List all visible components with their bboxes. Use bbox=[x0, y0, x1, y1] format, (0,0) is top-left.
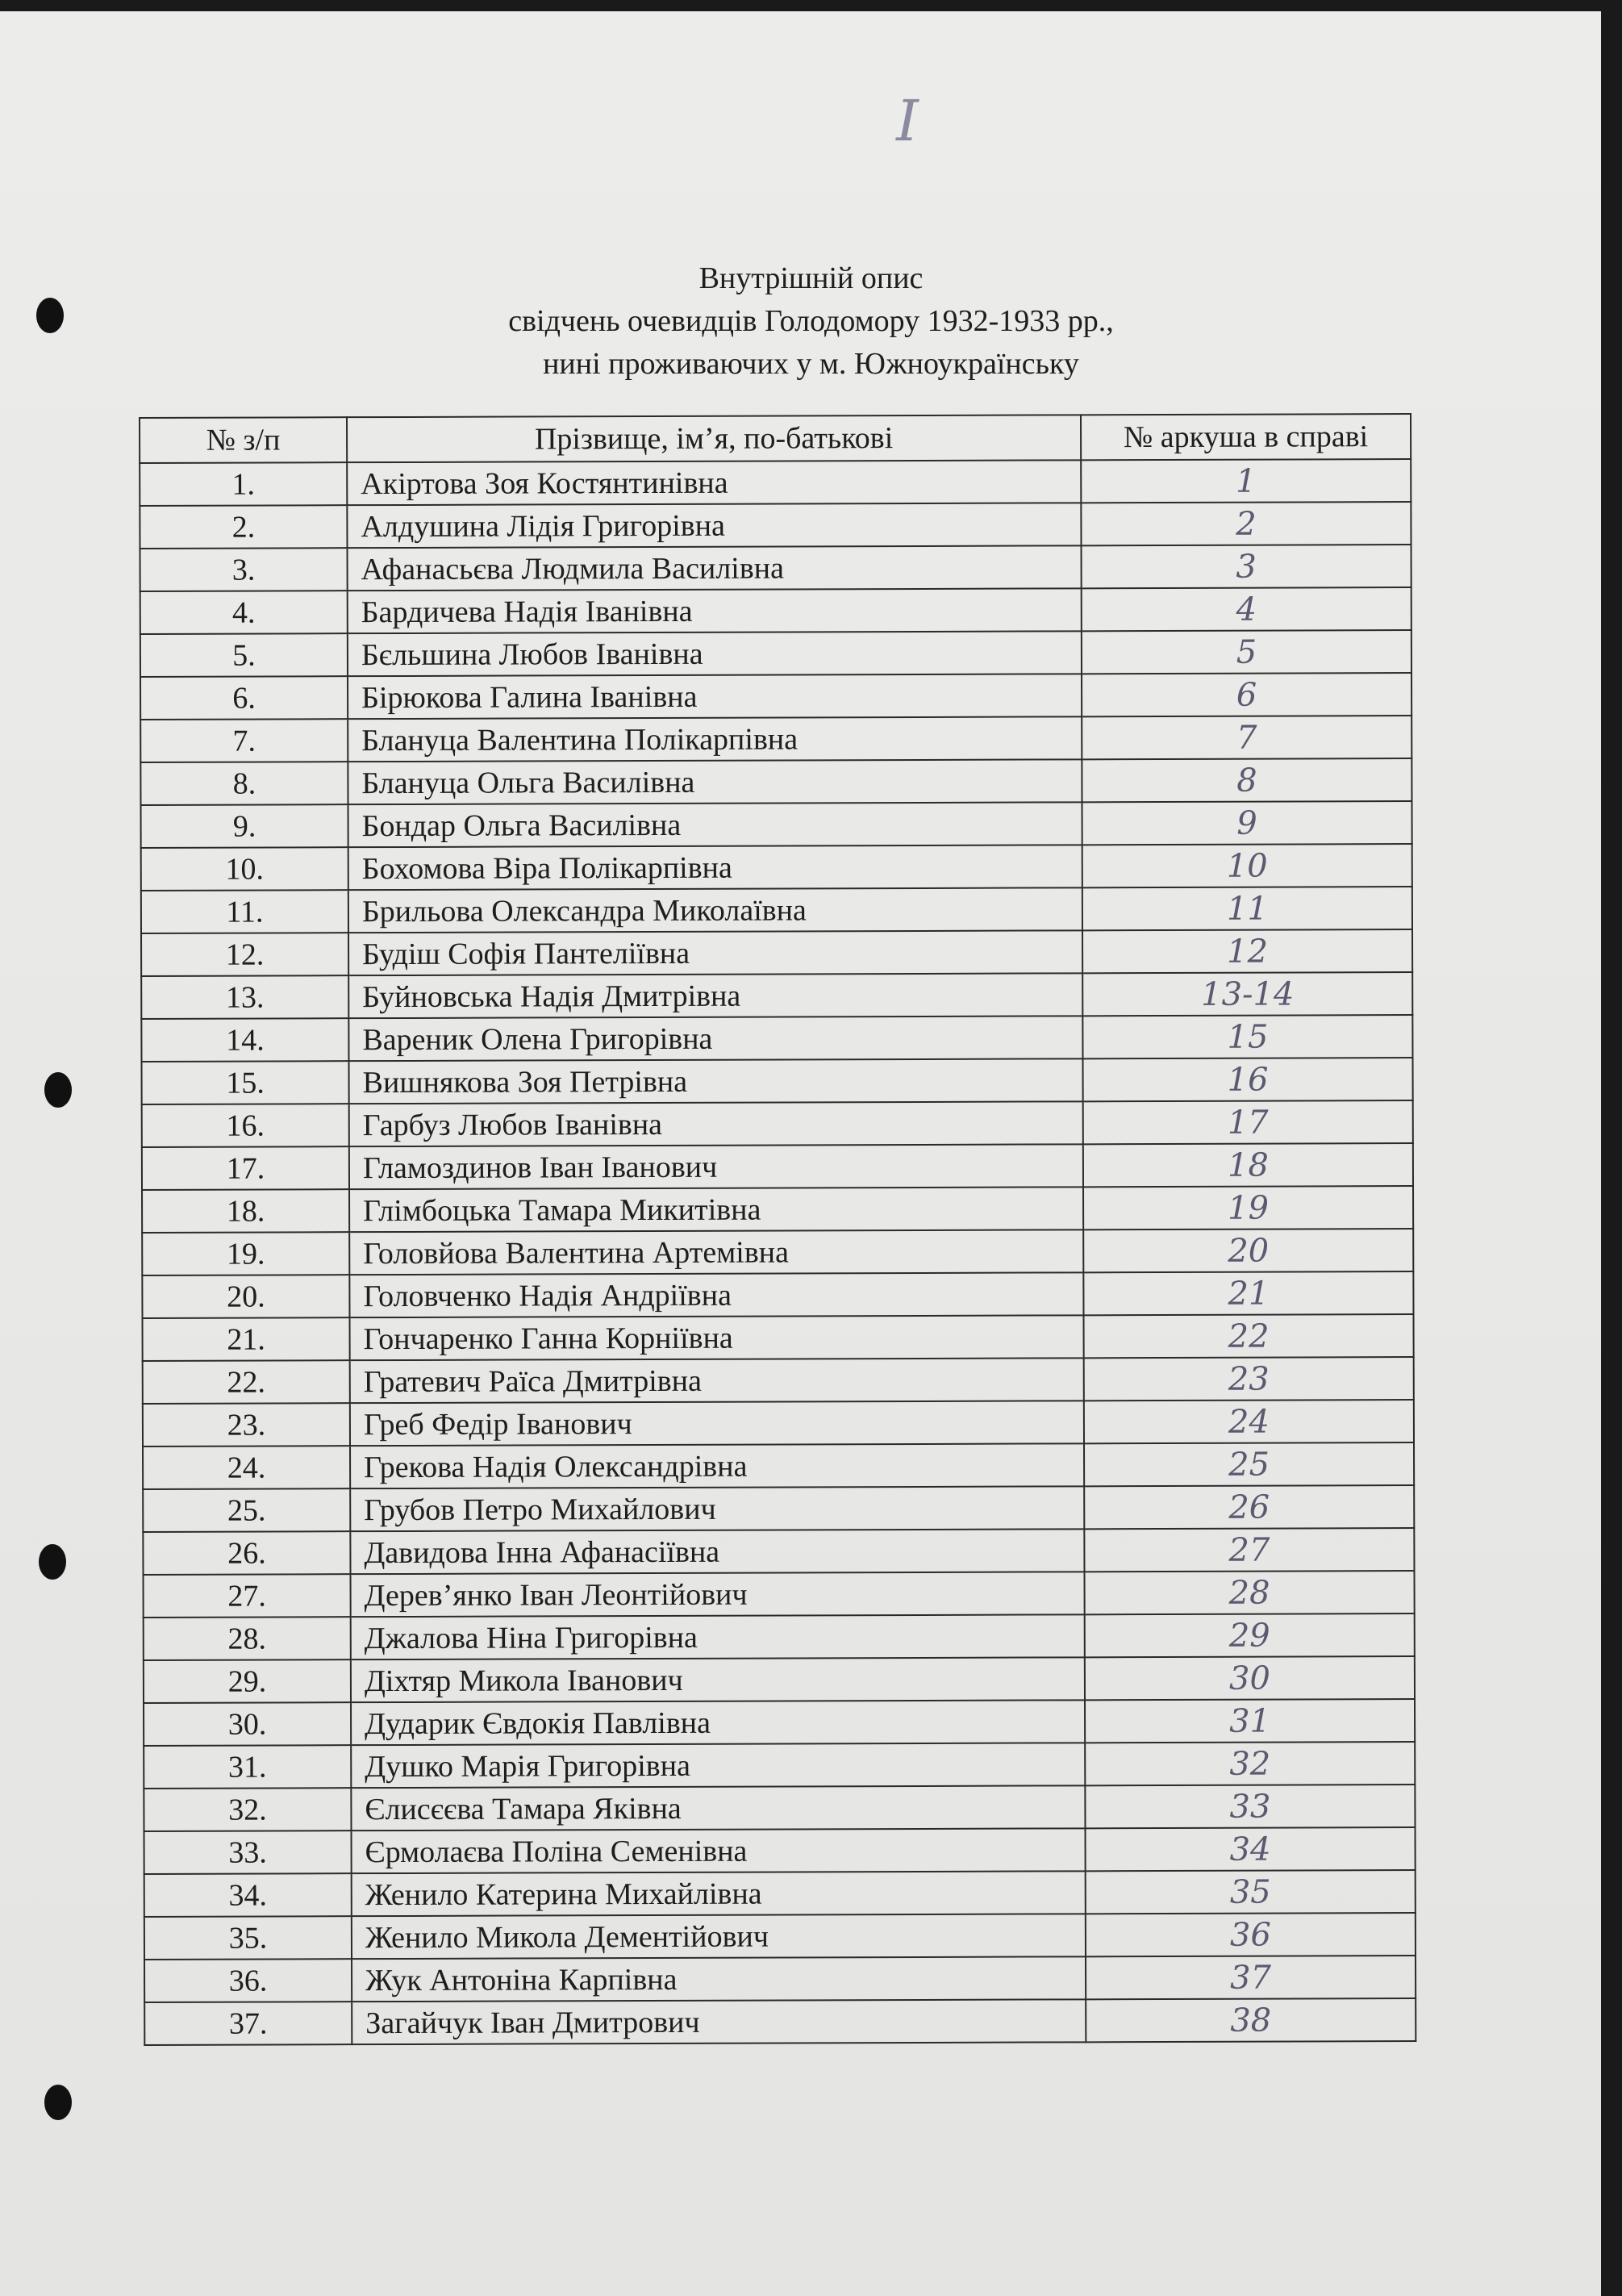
table-row bbox=[141, 972, 1412, 1019]
table-row bbox=[144, 1998, 1416, 2045]
punch-hole bbox=[44, 1072, 72, 1108]
row-full-name: Душко Марія Григорівна bbox=[351, 1743, 1085, 1788]
table-row bbox=[142, 1271, 1413, 1318]
row-sheet-number: 19 bbox=[1083, 1186, 1413, 1229]
row-sheet-number: 7 bbox=[1082, 716, 1411, 759]
row-full-name: Гратевич Раїса Дмитрівна bbox=[350, 1358, 1084, 1403]
row-number: 22. bbox=[143, 1360, 350, 1404]
header-number: № з/п bbox=[140, 417, 347, 463]
row-sheet-number: 28 bbox=[1085, 1571, 1415, 1614]
row-full-name: Афанасьєва Людмила Василівна bbox=[348, 545, 1082, 591]
row-full-name: Акіртова Зоя Костянтинівна bbox=[347, 460, 1081, 505]
row-full-name: Вареник Олена Григорівна bbox=[348, 1016, 1082, 1061]
row-sheet-number: 2 bbox=[1081, 502, 1411, 545]
table-row bbox=[143, 1528, 1414, 1575]
row-number: 32. bbox=[144, 1788, 351, 1831]
row-sheet-number: 1 bbox=[1081, 459, 1411, 503]
row-sheet-number: 10 bbox=[1082, 844, 1412, 887]
table-row bbox=[140, 545, 1411, 591]
row-sheet-number: 5 bbox=[1082, 630, 1411, 674]
row-sheet-number: 17 bbox=[1083, 1100, 1413, 1144]
row-number: 28. bbox=[144, 1617, 351, 1660]
row-full-name: Загайчук Іван Дмитрович bbox=[352, 1999, 1086, 2044]
row-number: 24. bbox=[143, 1446, 350, 1489]
row-sheet-number: 26 bbox=[1084, 1485, 1414, 1529]
table-row bbox=[140, 673, 1411, 720]
row-sheet-number: 38 bbox=[1086, 1998, 1416, 2042]
row-full-name: Бардичева Надія Іванівна bbox=[348, 588, 1082, 633]
row-sheet-number: 31 bbox=[1085, 1699, 1415, 1743]
row-full-name: Діхтяр Микола Іванович bbox=[351, 1657, 1085, 1702]
table-row bbox=[140, 502, 1411, 549]
row-number: 23. bbox=[143, 1403, 350, 1446]
row-number: 4. bbox=[140, 591, 348, 634]
row-number: 19. bbox=[142, 1232, 349, 1275]
table-row bbox=[144, 1870, 1416, 1917]
row-number: 30. bbox=[144, 1702, 351, 1746]
row-number: 17. bbox=[142, 1146, 349, 1190]
row-number: 7. bbox=[140, 719, 348, 762]
row-sheet-number: 34 bbox=[1086, 1827, 1416, 1871]
table-row bbox=[144, 1913, 1416, 1960]
table-row bbox=[142, 1143, 1413, 1190]
document-title bbox=[0, 257, 1622, 386]
row-full-name: Єлисєєва Тамара Яківна bbox=[351, 1785, 1085, 1831]
row-sheet-number: 12 bbox=[1082, 929, 1412, 973]
row-full-name: Бєльшина Любов Іванівна bbox=[348, 631, 1082, 676]
table-row bbox=[142, 1229, 1413, 1275]
table-row bbox=[143, 1314, 1414, 1361]
row-sheet-number: 8 bbox=[1082, 758, 1411, 802]
table-row bbox=[143, 1442, 1414, 1489]
row-full-name: Грубов Петро Михайлович bbox=[350, 1486, 1084, 1531]
row-number: 15. bbox=[142, 1061, 349, 1104]
row-sheet-number: 18 bbox=[1083, 1143, 1413, 1187]
table-row bbox=[141, 1015, 1412, 1062]
row-sheet-number: 13-14 bbox=[1082, 972, 1412, 1016]
table-row bbox=[140, 758, 1411, 805]
table-row bbox=[144, 1827, 1416, 1874]
title-line-3: нині проживаючих у м. Южноукраїнську bbox=[543, 347, 1079, 381]
punch-hole bbox=[44, 2085, 72, 2120]
punch-hole bbox=[39, 1544, 66, 1580]
row-sheet-number: 22 bbox=[1084, 1314, 1414, 1358]
row-full-name: Давидова Інна Афанасіївна bbox=[350, 1529, 1084, 1574]
row-number: 25. bbox=[143, 1488, 350, 1532]
table-row bbox=[140, 716, 1411, 762]
title-line-1: Внутрішній опис bbox=[698, 261, 924, 295]
row-full-name: Буйновська Надія Дмитрівна bbox=[348, 973, 1082, 1018]
row-full-name: Вишнякова Зоя Петрівна bbox=[349, 1058, 1083, 1104]
table-row bbox=[144, 1785, 1415, 1831]
row-number: 33. bbox=[144, 1831, 352, 1874]
table-row bbox=[144, 1956, 1416, 2002]
table-row bbox=[144, 1613, 1415, 1660]
table-row bbox=[144, 1656, 1415, 1703]
row-number: 8. bbox=[140, 762, 348, 805]
row-sheet-number: 3 bbox=[1082, 545, 1411, 588]
table-row bbox=[140, 630, 1411, 677]
row-full-name: Бірюкова Галина Іванівна bbox=[348, 674, 1082, 719]
row-sheet-number: 20 bbox=[1083, 1229, 1413, 1272]
row-number: 5. bbox=[140, 633, 348, 677]
table-row bbox=[144, 1571, 1415, 1618]
row-number: 29. bbox=[144, 1659, 351, 1703]
row-number: 26. bbox=[143, 1531, 350, 1575]
row-number: 18. bbox=[142, 1189, 349, 1233]
header-full-name: Прізвище, ім’я, по-батькові bbox=[347, 415, 1081, 462]
header-sheet-number: № аркуша в справі bbox=[1081, 414, 1411, 460]
row-sheet-number: 36 bbox=[1086, 1913, 1416, 1956]
row-full-name: Головйова Валентина Артемівна bbox=[349, 1229, 1083, 1275]
row-full-name: Блануца Ольга Василівна bbox=[348, 759, 1082, 804]
row-sheet-number: 33 bbox=[1085, 1785, 1415, 1828]
row-full-name: Джалова Ніна Григорівна bbox=[351, 1614, 1085, 1659]
table-row bbox=[141, 929, 1412, 976]
row-number: 12. bbox=[141, 933, 348, 976]
row-number: 14. bbox=[141, 1018, 348, 1062]
row-sheet-number: 15 bbox=[1082, 1015, 1412, 1058]
row-number: 27. bbox=[144, 1574, 351, 1618]
row-number: 10. bbox=[141, 847, 348, 891]
row-full-name: Жук Антоніна Карпівна bbox=[352, 1956, 1086, 2002]
row-sheet-number: 25 bbox=[1084, 1442, 1414, 1486]
row-full-name: Греб Федір Іванович bbox=[350, 1401, 1084, 1446]
row-full-name: Блануца Валентина Полікарпівна bbox=[348, 716, 1082, 762]
row-full-name: Алдушина Лідія Григорівна bbox=[347, 503, 1081, 548]
title-line-2: свідчень очевидців Голодомору 1932-1933 рр., bbox=[508, 304, 1114, 338]
row-full-name: Єрмолаєва Поліна Семенівна bbox=[352, 1828, 1086, 1873]
row-full-name: Будіш Софія Пантеліївна bbox=[348, 930, 1082, 975]
row-full-name: Головченко Надія Андріївна bbox=[349, 1272, 1083, 1317]
folio-mark: I bbox=[896, 88, 919, 154]
row-full-name: Бондар Ольга Василівна bbox=[348, 802, 1082, 847]
row-full-name: Бохомова Віра Полікарпівна bbox=[348, 845, 1082, 890]
row-full-name: Дерев’янко Іван Леонтійович bbox=[351, 1572, 1085, 1617]
table-row bbox=[140, 587, 1411, 634]
row-number: 2. bbox=[140, 505, 347, 549]
row-full-name: Женило Катерина Михайлівна bbox=[352, 1871, 1086, 1916]
row-number: 31. bbox=[144, 1745, 351, 1789]
table-row bbox=[141, 844, 1412, 891]
row-sheet-number: 23 bbox=[1084, 1357, 1414, 1401]
row-sheet-number: 16 bbox=[1083, 1058, 1413, 1101]
row-full-name: Гончаренко Ганна Корніївна bbox=[350, 1315, 1084, 1360]
row-sheet-number: 27 bbox=[1084, 1528, 1414, 1572]
row-sheet-number: 21 bbox=[1083, 1271, 1413, 1315]
row-sheet-number: 35 bbox=[1086, 1870, 1416, 1914]
row-number: 34. bbox=[144, 1873, 352, 1917]
table-row bbox=[143, 1400, 1414, 1446]
table-row bbox=[142, 1186, 1413, 1233]
row-sheet-number: 11 bbox=[1082, 887, 1412, 930]
row-number: 35. bbox=[144, 1916, 352, 1960]
row-number: 36. bbox=[144, 1959, 352, 2002]
row-sheet-number: 29 bbox=[1085, 1613, 1415, 1657]
table-row bbox=[141, 887, 1412, 933]
row-number: 16. bbox=[142, 1104, 349, 1147]
row-number: 3. bbox=[140, 548, 348, 591]
row-number: 6. bbox=[140, 676, 348, 720]
table-row bbox=[143, 1357, 1414, 1404]
row-number: 1. bbox=[140, 462, 347, 506]
row-full-name: Грекова Надія Олександрівна bbox=[350, 1443, 1084, 1488]
row-sheet-number: 24 bbox=[1084, 1400, 1414, 1443]
table-row bbox=[142, 1100, 1413, 1147]
row-number: 13. bbox=[141, 975, 348, 1019]
row-full-name: Брильова Олександра Миколаївна bbox=[348, 887, 1082, 933]
table-row bbox=[144, 1699, 1415, 1746]
row-sheet-number: 6 bbox=[1082, 673, 1411, 716]
table-row bbox=[143, 1485, 1414, 1532]
row-full-name: Гламоздинов Іван Іванович bbox=[349, 1144, 1083, 1189]
table-row bbox=[142, 1058, 1413, 1104]
row-number: 11. bbox=[141, 890, 348, 933]
row-number: 20. bbox=[142, 1275, 349, 1318]
table-row bbox=[141, 801, 1412, 848]
row-number: 37. bbox=[144, 2002, 352, 2045]
row-sheet-number: 9 bbox=[1082, 801, 1412, 845]
row-full-name: Женило Микола Дементійович bbox=[352, 1914, 1086, 1959]
row-full-name: Дударик Євдокія Павлівна bbox=[351, 1700, 1085, 1745]
row-full-name: Глімбоцька Тамара Микитівна bbox=[349, 1187, 1083, 1232]
row-number: 9. bbox=[141, 804, 348, 848]
table-header-row bbox=[140, 414, 1411, 463]
row-sheet-number: 4 bbox=[1082, 587, 1411, 631]
row-sheet-number: 30 bbox=[1085, 1656, 1415, 1700]
row-sheet-number: 32 bbox=[1085, 1742, 1415, 1785]
inventory-table bbox=[139, 413, 1416, 2046]
row-sheet-number: 37 bbox=[1086, 1956, 1416, 1999]
row-number: 21. bbox=[143, 1317, 350, 1361]
table-row bbox=[144, 1742, 1415, 1789]
table-row bbox=[140, 459, 1411, 506]
row-full-name: Гарбуз Любов Іванівна bbox=[349, 1101, 1083, 1146]
